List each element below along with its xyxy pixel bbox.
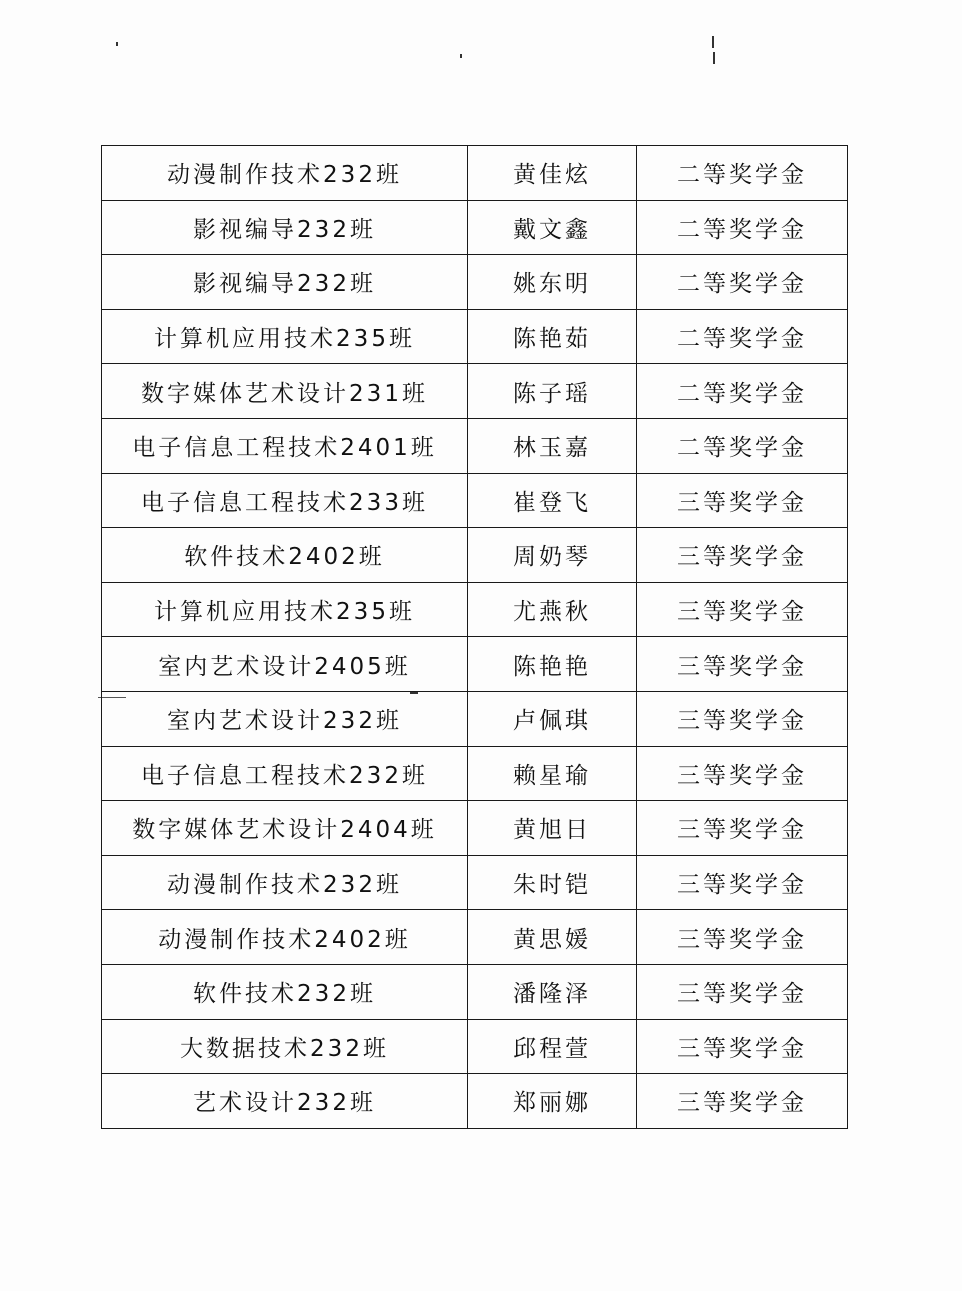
table-row xyxy=(102,1074,848,1129)
class-cell: 数字媒体艺术设计2404班 xyxy=(102,801,468,856)
award-cell: 二等奖学金 xyxy=(637,418,848,473)
award-cell: 二等奖学金 xyxy=(637,309,848,364)
award-cell: 二等奖学金 xyxy=(637,364,848,419)
award-cell: 二等奖学金 xyxy=(637,255,848,310)
class-cell: 大数据技术232班 xyxy=(102,1019,468,1074)
award-cell: 三等奖学金 xyxy=(637,855,848,910)
award-cell: 三等奖学金 xyxy=(637,473,848,528)
student-name-cell: 黄佳炫 xyxy=(468,146,637,201)
scholarship-table xyxy=(101,145,848,1129)
table-row xyxy=(102,910,848,965)
scan-speck xyxy=(713,52,715,64)
table-row xyxy=(102,309,848,364)
award-cell: 三等奖学金 xyxy=(637,691,848,746)
award-cell: 三等奖学金 xyxy=(637,801,848,856)
table-row xyxy=(102,855,848,910)
student-name-cell: 潘隆泽 xyxy=(468,964,637,1019)
award-cell: 二等奖学金 xyxy=(637,146,848,201)
class-cell: 软件技术232班 xyxy=(102,964,468,1019)
award-cell: 三等奖学金 xyxy=(637,746,848,801)
student-name-cell: 黄思媛 xyxy=(468,910,637,965)
class-cell: 室内艺术设计232班 xyxy=(102,691,468,746)
table-row xyxy=(102,637,848,692)
table-row xyxy=(102,255,848,310)
class-cell: 动漫制作技术2402班 xyxy=(102,910,468,965)
award-cell: 三等奖学金 xyxy=(637,637,848,692)
award-cell: 三等奖学金 xyxy=(637,964,848,1019)
table-row xyxy=(102,691,848,746)
scan-speck xyxy=(116,42,118,46)
student-name-cell: 尤燕秋 xyxy=(468,582,637,637)
table-row xyxy=(102,801,848,856)
class-cell: 影视编导232班 xyxy=(102,200,468,255)
class-cell: 电子信息工程技术2401班 xyxy=(102,418,468,473)
class-cell: 动漫制作技术232班 xyxy=(102,146,468,201)
table-row xyxy=(102,746,848,801)
scan-speck xyxy=(460,54,462,58)
table-row xyxy=(102,146,848,201)
scan-speck xyxy=(712,36,714,48)
award-cell: 三等奖学金 xyxy=(637,582,848,637)
student-name-cell: 戴文鑫 xyxy=(468,200,637,255)
student-name-cell: 卢佩琪 xyxy=(468,691,637,746)
award-cell: 二等奖学金 xyxy=(637,200,848,255)
student-name-cell: 邱程萱 xyxy=(468,1019,637,1074)
student-name-cell: 林玉嘉 xyxy=(468,418,637,473)
student-name-cell: 黄旭日 xyxy=(468,801,637,856)
student-name-cell: 朱时铠 xyxy=(468,855,637,910)
class-cell: 艺术设计232班 xyxy=(102,1074,468,1129)
class-cell: 软件技术2402班 xyxy=(102,528,468,583)
table-row xyxy=(102,582,848,637)
table-body xyxy=(102,146,848,1129)
award-cell: 三等奖学金 xyxy=(637,1019,848,1074)
student-name-cell: 周奶琴 xyxy=(468,528,637,583)
table-row xyxy=(102,964,848,1019)
award-cell: 三等奖学金 xyxy=(637,910,848,965)
table-row xyxy=(102,418,848,473)
table-row xyxy=(102,473,848,528)
student-name-cell: 赖星瑜 xyxy=(468,746,637,801)
student-name-cell: 陈艳茹 xyxy=(468,309,637,364)
class-cell: 数字媒体艺术设计231班 xyxy=(102,364,468,419)
award-cell: 三等奖学金 xyxy=(637,1074,848,1129)
class-cell: 电子信息工程技术233班 xyxy=(102,473,468,528)
class-cell: 室内艺术设计2405班 xyxy=(102,637,468,692)
class-cell: 计算机应用技术235班 xyxy=(102,309,468,364)
class-cell: 电子信息工程技术232班 xyxy=(102,746,468,801)
table-row xyxy=(102,200,848,255)
student-name-cell: 郑丽娜 xyxy=(468,1074,637,1129)
class-cell: 影视编导232班 xyxy=(102,255,468,310)
student-name-cell: 崔登飞 xyxy=(468,473,637,528)
table-row xyxy=(102,1019,848,1074)
student-name-cell: 陈子瑶 xyxy=(468,364,637,419)
class-cell: 动漫制作技术232班 xyxy=(102,855,468,910)
table-row xyxy=(102,528,848,583)
student-name-cell: 陈艳艳 xyxy=(468,637,637,692)
table-row xyxy=(102,364,848,419)
class-cell: 计算机应用技术235班 xyxy=(102,582,468,637)
award-cell: 三等奖学金 xyxy=(637,528,848,583)
student-name-cell: 姚东明 xyxy=(468,255,637,310)
